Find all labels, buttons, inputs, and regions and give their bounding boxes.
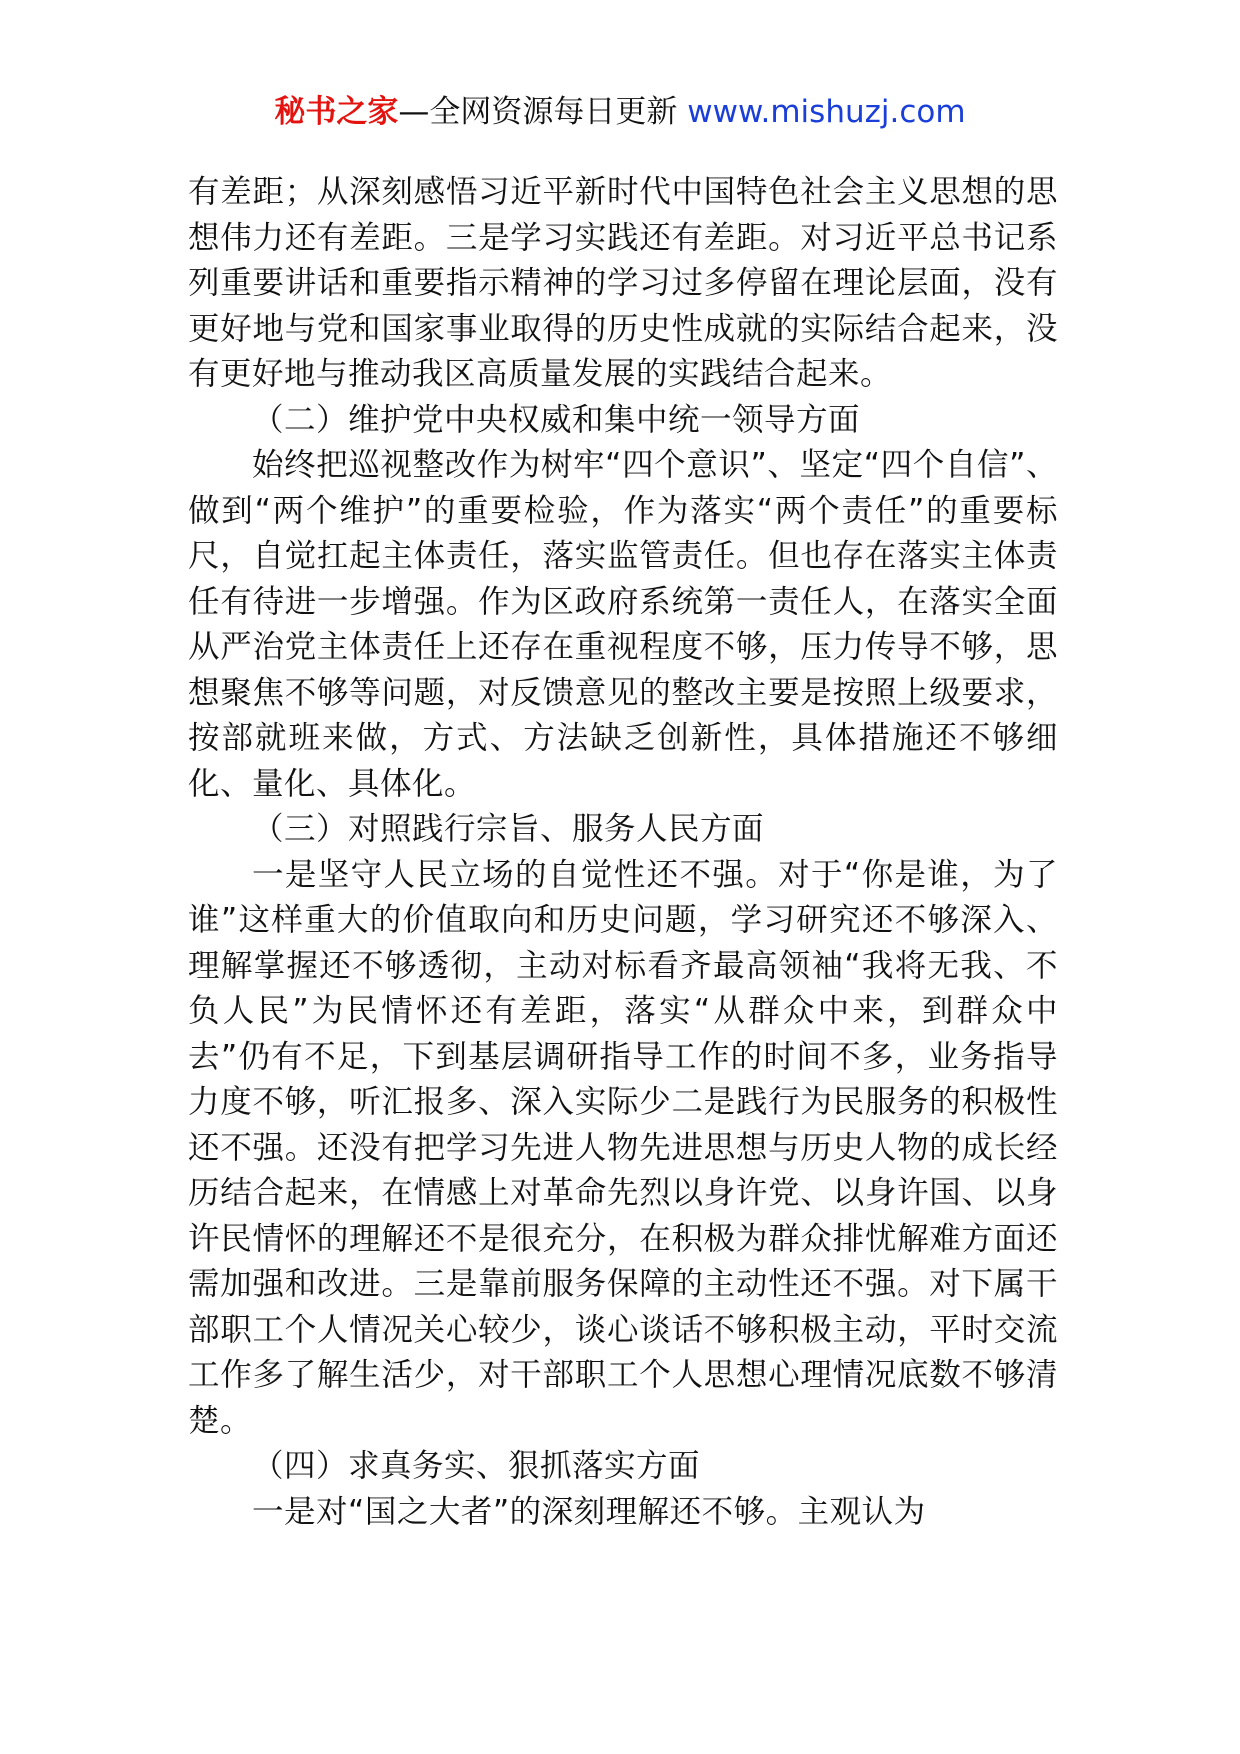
paragraph: 一是坚守人民立场的自觉性还不强。对于“你是谁，为了谁”这样重大的价值取向和历史问题，学习研究还不够深入、理解掌握还不够透彻，主动对标看齐最高领袖“我将无我、不负人民”为民情怀还有差距，落实“从群众中来，到群众中去”仍有不足，下到基层调研指导工作的时间不多，业务指导力度不够，听汇报多、深入实际少二是践行为民服务的积极性还不强。还没有把学习先进人物先进思想与历史人物的成长经历结合起来，在情感上对革命先烈以身许党、以身许国、以身许民情怀的理解还不是很充分，在积极为群众排忧解难方面还需加强和改进。三是靠前服务保障的主动性还不强。对下属干部职工个人情况关心较少，谈心谈话不够积极主动，平时交流工作多了解生活少，对干部职工个人思想心理情况底数不够清楚。	[188, 856, 1058, 1439]
paragraph: 始终把巡视整改作为树牢“四个意识”、坚定“四个自信”、做到“两个维护”的重要检验，作为落实“两个责任”的重要标尺，自觉扛起主体责任，落实监管责任。但也存在落实主体责任有待进一步增强。作为区政府系统第一责任人，在落实全面从严治党主体责任上还存在重视程度不够，压力传导不够，思想聚焦不够等问题，对反馈意见的整改主要是按照上级要求，按部就班来做，方式、方法缺乏创新性，具体措施还不够细化、量化、具体化。	[188, 447, 1058, 802]
site-url-link[interactable]: www.mishuzj.com	[687, 94, 966, 130]
section-heading-3: （三）对照践行宗旨、服务人民方面	[252, 811, 765, 847]
brand-name: 秘书之家	[274, 94, 399, 130]
paragraph-continuation: 有差距；从深刻感悟习近平新时代中国特色社会主义思想的思想伟力还有差距。三是学习实践还有差距。对习近平总书记系列重要讲话和重要指示精神的学习过多停留在理论层面，没有更好地与党和国家事业取得的历史性成就的实际结合起来，没有更好地与推动我区高质量发展的实践结合起来。	[188, 174, 1058, 392]
page-header	[0, 92, 1240, 132]
document-body	[188, 170, 1058, 1535]
paragraph: 一是对“国之大者”的深刻理解还不够。主观认为	[252, 1493, 926, 1530]
header-tagline: —全网资源每日更新	[398, 94, 688, 130]
section-heading-4: （四）求真务实、狠抓落实方面	[252, 1448, 701, 1484]
section-heading-2: （二）维护党中央权威和集中统一领导方面	[252, 401, 861, 438]
